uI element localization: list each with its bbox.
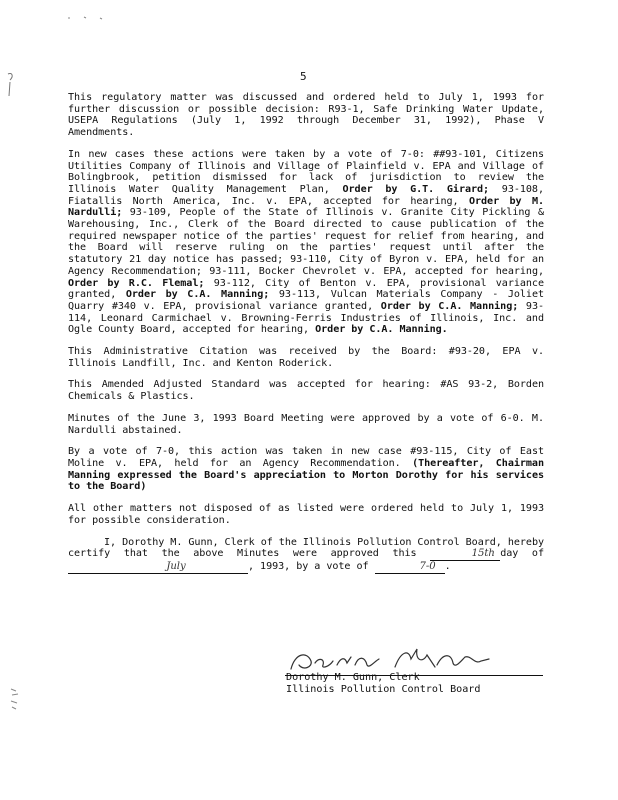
scan-artifact-bottom xyxy=(8,685,24,715)
order-girard: Order by G.T. Girard; xyxy=(342,183,490,195)
paragraph-administrative-citation: This Administrative Citation was received by the Board: #93-20, EPA v. Illinois Landfill, Inc. and Kenton Roderick. xyxy=(68,346,544,369)
order-flemal: Order by R.C. Flemal; xyxy=(68,277,205,289)
scan-artifact-top xyxy=(4,70,20,100)
new-cases-text-3: 93-109, People of the State of Illinois v. Granite City Pickling & Warehousing, Inc., Clerk of the Board directed to cause publication of the required newspaper notice of the parties' request for relief from hearing, and the Board will reserve ruling on the parties' request until after the statutory 21 day notice has passed; 93-110, City of Byron v. EPA, held for an Agency Recommendation; 93-111, Bocker Chevrolet v. EPA, accepted for hearing, xyxy=(68,207,544,277)
certification-text: I, Dorothy M. Gunn, Clerk of the Illinois Pollution Control Board, hereby certify that the above Minutes were approved this xyxy=(68,536,544,560)
page-number: 5 xyxy=(300,70,307,83)
signer-info xyxy=(286,672,480,696)
order-manning-2: Order by C.A. Manning; xyxy=(380,300,519,312)
signer-organization: Illinois Pollution Control Board xyxy=(286,684,481,695)
order-nardulli: Order by M. Nardulli; xyxy=(68,195,545,219)
new-cases-text-2: 93-108, Fiatallis North America, Inc. v. EPA, accepted for hearing, xyxy=(68,183,544,207)
year-text: , 1993, by a vote of xyxy=(248,561,369,573)
new-cases-text-6: 93-114, Leonard Carmichael v. Browning-Ferris Industries of Illinois, Inc. and Ogle County Board, accepted for hearing, xyxy=(68,300,545,336)
new-cases-text-1: In new cases these actions were taken by a vote of 7-0: ##93-101, Citizens Utilities Company of Illinois and Village of Plainfield v. EPA and Village of Bolingbrook, petition dismissed for lack of jurisdiction to review the Illinois Water Quality Management Plan, xyxy=(68,148,544,195)
paragraph-other-matters: All other matters not disposed of as listed were ordered held to July 1, 1993 for possible consideration. xyxy=(68,503,544,526)
order-manning-1: Order by C.A. Manning; xyxy=(125,289,270,301)
day-suffix: day of xyxy=(500,548,544,560)
order-manning-3: Order by C.A. Manning. xyxy=(315,324,448,336)
new-cases-text-5: 93-113, Vulcan Materials Company - Joliet Quarry #340 v. EPA, provisional variance granted, xyxy=(68,289,545,312)
scan-artifact-header xyxy=(66,14,106,22)
paragraph-new-cases xyxy=(68,149,544,336)
paragraph-east-moline xyxy=(68,446,544,493)
signer-name: Dorothy M. Gunn, Clerk xyxy=(286,672,420,683)
minutes-body xyxy=(68,92,544,584)
day-blank: 15th xyxy=(430,549,500,561)
paragraph-adjusted-standard: This Amended Adjusted Standard was accepted for hearing: #AS 93-2, Borden Chemicals & Plastics. xyxy=(68,379,544,403)
new-cases-text-4: 93-112, City of Benton v. EPA, provisional variance granted, xyxy=(68,277,544,301)
paragraph-minutes-approval: Minutes of the June 3, 1993 Board Meeting were approved by a vote of 6-0. M. Nardulli abstained. xyxy=(68,412,544,436)
paragraph-held-matter: This regulatory matter was discussed and ordered held to July 1, 1993 for further discussion or possible decision: R93-1, Safe Drinking Water Update, USEPA Regulations (July 1, 1992 through December 31, 1992), Phase V Amendments. xyxy=(68,92,544,139)
chairman-appreciation: (Thereafter, Chairman Manning expressed the Board's appreciation to Morton Dorothy for his services to the Board) xyxy=(68,457,544,493)
month-blank: July xyxy=(68,562,248,574)
vote-blank: 7-0 xyxy=(375,562,445,574)
certification-end: . xyxy=(444,561,451,573)
certification-paragraph xyxy=(68,537,544,575)
east-moline-text: By a vote of 7-0, this action was taken in new case #93-115, City of East Moline v. EPA, held for an Agency Recommendation. xyxy=(68,446,544,469)
